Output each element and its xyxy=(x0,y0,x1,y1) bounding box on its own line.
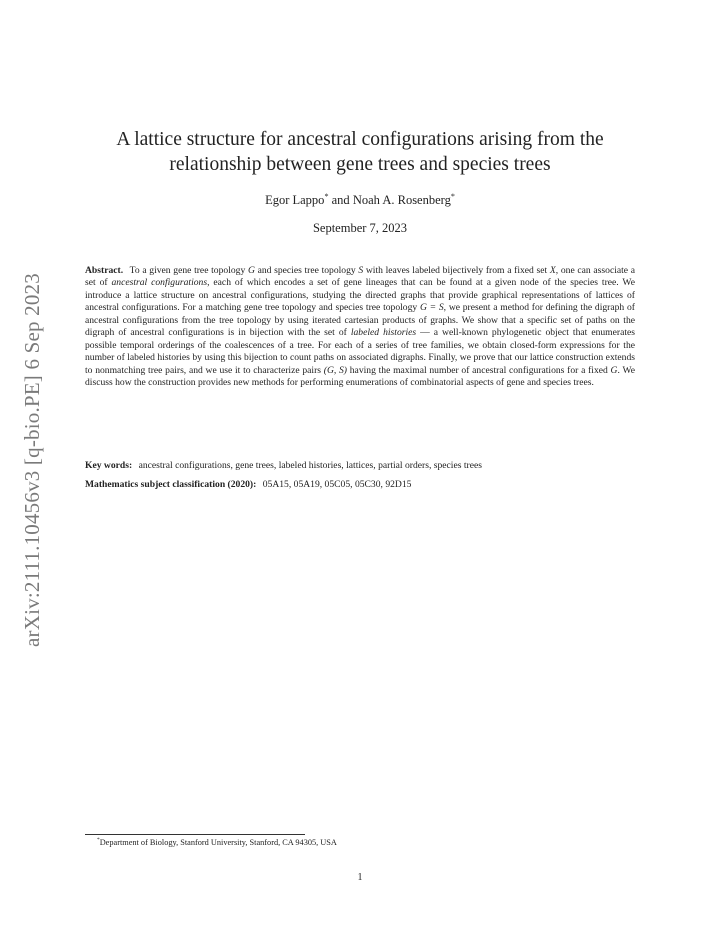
msc-codes: 05A15, 05A19, 05C05, 05C30, 92D15 xyxy=(262,479,412,490)
abstract-part: , we present a method for defining the digraph of ancestral configurations from the tree topology by using iterated cartesian products of graphs. We show that a specific set of paths on the digraph of ancestral configurations is in bijection with the set of xyxy=(85,302,635,339)
abstract xyxy=(85,265,635,390)
math-s: S xyxy=(358,265,364,276)
msc-classification xyxy=(85,479,635,490)
author-1: Egor Lappo xyxy=(265,193,325,207)
author-2-affil-mark: * xyxy=(450,191,455,201)
author-separator: and xyxy=(328,193,353,207)
page-number: 1 xyxy=(357,872,363,883)
abstract-text xyxy=(85,265,635,388)
abstract-part: , each of which encodes a set of gene lineages that can be found at a given node of the species tree. We introduce a lattice structure on ancestral configurations, studying the directed graphs that provide graphical representations of lattices of ancestral configurations. For a matching gene tree topology and species tree topology xyxy=(85,277,635,314)
footnote-mark: * xyxy=(97,837,100,844)
abstract-part: and species tree topology xyxy=(254,265,359,276)
abstract-part: . We discuss how the construction provides new methods for performing enumerations of combinatorial aspects of gene and species trees. xyxy=(85,364,635,389)
arxiv-identifier-stamp: arXiv:2111.10456v3 [q-bio.PE] 6 Sep 2023 xyxy=(20,273,44,647)
math-g: G xyxy=(610,364,618,376)
abstract-label: Abstract. xyxy=(85,265,124,276)
math-x: X xyxy=(549,265,556,276)
footnote-divider xyxy=(85,834,305,835)
keywords-text: ancestral configurations, gene trees, labeled histories, lattices, partial orders, species trees xyxy=(138,460,482,471)
msc-label: Mathematics subject classification (2020): xyxy=(85,479,257,490)
term-labeled-histories: labeled histories xyxy=(350,327,417,339)
abstract-part: having the maximal number of ancestral configurations for a fixed xyxy=(347,364,611,376)
author-2: Noah A. Rosenberg xyxy=(352,193,451,207)
abstract-part: , one can associate a set of xyxy=(85,265,635,289)
author-1-affil-mark: * xyxy=(324,191,329,201)
date: September 7, 2023 xyxy=(312,221,408,235)
authors xyxy=(90,193,630,208)
footnote xyxy=(97,838,337,847)
math-g: G xyxy=(247,265,255,276)
abstract-part: with leaves labeled bijectively from a fixed set xyxy=(363,265,550,276)
footnote-text: Department of Biology, Stanford University, Stanford, CA 94305, USA xyxy=(99,838,337,847)
title-line-2: relationship between gene trees and species trees xyxy=(169,154,551,175)
keywords-label: Key words: xyxy=(85,460,133,471)
term-ancestral-configurations: ancestral configurations xyxy=(111,277,208,289)
math-g-equals-s: G = S xyxy=(419,302,444,314)
paper-title xyxy=(90,127,630,177)
math-pair-gs: (G, S) xyxy=(323,364,348,376)
abstract-part: — a well-known phylogenetic object that enumerates possible temporal orderings of the coalescences of a tree. For each of a series of tree families, we obtain closed-form expressions for the number of labeled histories by using this bijection to count paths on associated digraphs. Finally, we prove that our lattice construction extends to nonmatching tree pairs, and we use it to characterize pairs xyxy=(85,327,636,376)
title-line-1: A lattice structure for ancestral configurations arising from the xyxy=(116,129,604,150)
keywords xyxy=(85,460,635,471)
abstract-part: To a given gene tree topology xyxy=(129,265,248,276)
